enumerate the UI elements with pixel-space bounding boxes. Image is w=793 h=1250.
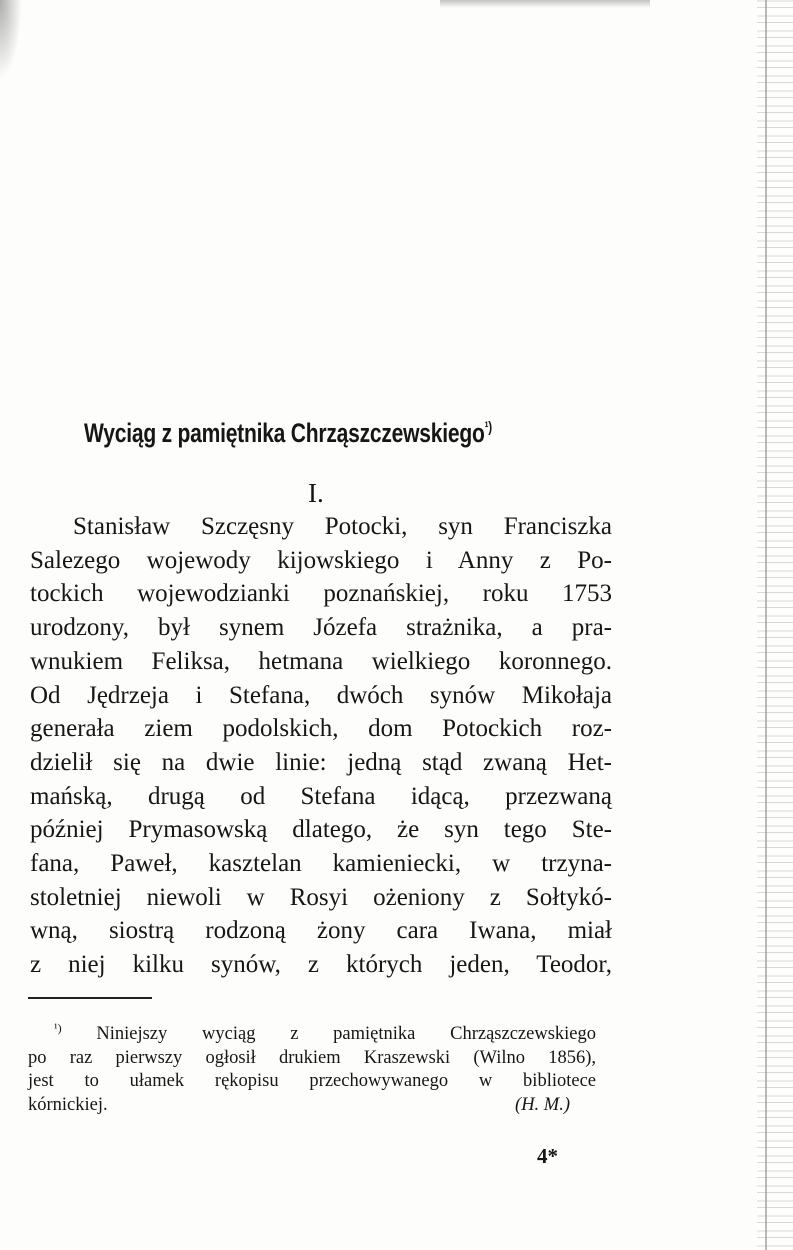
heading-footnote-mark: ¹) [484, 419, 492, 436]
text-line: generała ziem podolskich, dom Potockich roz- [30, 715, 612, 743]
footnote-line [28, 1017, 596, 1047]
text-line: dzielił się na dwie linie: jedną stąd zwaną Het- [30, 748, 612, 776]
text-line: wną, siostrą rodzoną żony cara Iwana, miał [30, 917, 612, 945]
footnote-line: jest to ułamek rękopisu przechowywanego w bibliotece [28, 1071, 596, 1092]
chapter-heading-text: Wyciąg z pamiętnika Chrząszczewskiego [84, 418, 485, 448]
footnote-line-text: Niniejszy wyciąg z pamiętnika Chrząszczewskiego [96, 1024, 597, 1045]
text-line: z niej kilku synów, z których jeden, Teodor, [30, 951, 612, 979]
text-line: Salezego wojewody kijowskiego i Anny z Po- [30, 546, 612, 574]
text-line: tockich wojewodzianki poznańskiej, roku 1753 [30, 580, 612, 608]
scan-binding-edge [757, 0, 793, 1250]
footnote [28, 1017, 596, 1117]
text-line: fana, Paweł, kasztelan kamieniecki, w trzyna- [30, 850, 612, 878]
chapter-heading [84, 418, 490, 449]
text-line: wnukiem Feliksa, hetmana wielkiego koronnego. [30, 647, 612, 675]
footnote-line: po raz pierwszy ogłosił drukiem Kraszewski (Wilno 1856), [28, 1047, 596, 1068]
section-number: I. [308, 478, 324, 508]
footnote-credit: (H. M.) [515, 1094, 570, 1115]
printer-signature-mark: 4* [537, 1144, 558, 1168]
text-line: Stanisław Szczęsny Potocki, syn Franciszka [73, 513, 612, 540]
text-line: mańską, drugą od Stefana idącą, przezwaną [30, 782, 612, 810]
footnote-line-text: kórnickiej. [28, 1094, 108, 1115]
text-line: stoletniej niewoli w Rosyi ożeniony z Sołtykó- [30, 883, 612, 911]
text-line: Od Jędrzeja i Stefana, dwóch synów Mikołaja [30, 681, 612, 709]
text-line: urodzony, był synem Józefa strażnika, a pra- [30, 614, 612, 642]
footnote-line [28, 1094, 596, 1118]
body-text [30, 510, 612, 982]
scan-top-smudge [440, 0, 650, 8]
footnote-divider [28, 997, 152, 999]
text-line: później Prymasowską dlatego, że syn tego Ste- [30, 816, 612, 844]
footnote-mark: ¹) [54, 1021, 62, 1035]
scan-corner-smudge [0, 0, 22, 80]
